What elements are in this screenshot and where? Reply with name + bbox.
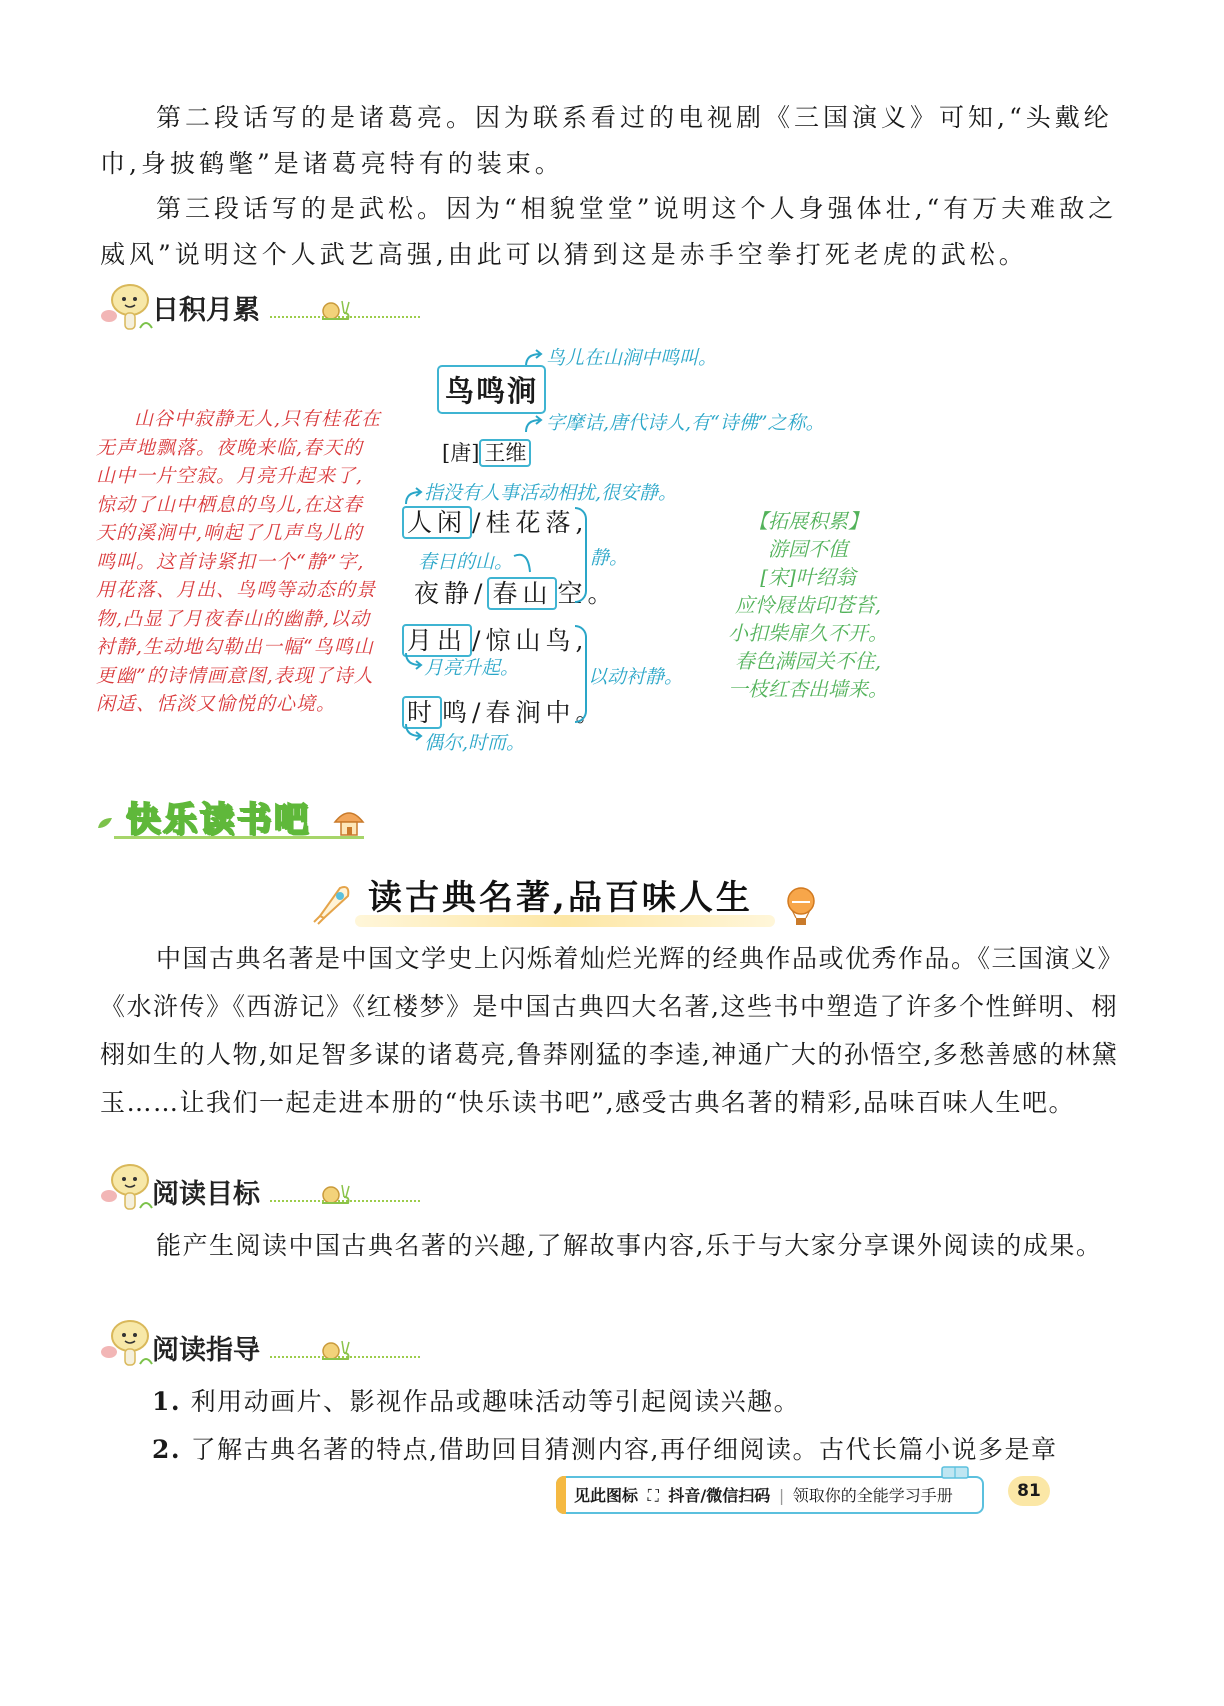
xian-note: 指没有人事活动相扰,很安静。 bbox=[424, 482, 678, 504]
word-yuechu: 月出 bbox=[402, 624, 472, 657]
poem-line-2: 夜静/ 春山 空。 bbox=[414, 579, 618, 608]
intro-paragraph-1: 第二段话写的是诸葛亮。因为联系看过的电视剧《三国演义》可知,“头戴纶巾,身披鹤氅”是诸葛亮特有的装束。 bbox=[100, 103, 1113, 178]
yuechu-note: 月亮升起。 bbox=[424, 657, 520, 679]
guide-item bbox=[152, 1426, 1132, 1474]
section-title: 阅读指导 bbox=[152, 1335, 260, 1366]
extend-line: 春色满园关不住, bbox=[734, 649, 882, 673]
brace-2 bbox=[575, 625, 587, 723]
footer-accent bbox=[556, 1476, 566, 1514]
rocket-icon bbox=[310, 878, 358, 926]
section-title: 阅读目标 bbox=[152, 1179, 260, 1210]
page-number: 81 bbox=[1008, 1476, 1050, 1506]
leaf-icon bbox=[96, 816, 116, 830]
footer-right: 领取你的全能学习手册 bbox=[792, 1486, 953, 1505]
snail-icon bbox=[318, 296, 352, 322]
word-renxian: 人闲 bbox=[402, 506, 472, 539]
shi-note: 偶尔,时而。 bbox=[424, 732, 526, 754]
happy-reading-banner bbox=[96, 792, 376, 842]
mushroom-icon bbox=[100, 1160, 156, 1216]
footer-text bbox=[574, 1483, 953, 1506]
extend-poem bbox=[722, 507, 894, 703]
hot-air-balloon-icon bbox=[784, 886, 818, 928]
extend-author: [宋]叶绍翁 bbox=[760, 565, 856, 589]
book-icon bbox=[940, 1464, 970, 1480]
section-title: 日积月累 bbox=[152, 295, 260, 326]
brace-note-quiet: 静。 bbox=[590, 547, 629, 569]
poem-line-1: 人闲 /桂花落, bbox=[402, 503, 588, 539]
banner-title: 快乐读书吧 bbox=[126, 800, 311, 840]
mushroom-house-icon bbox=[332, 804, 366, 838]
guide-item-text: 了解古典名著的特点,借助回目猜测内容,再仔细阅读。古代长篇小说多是章 bbox=[190, 1435, 1058, 1464]
footer-bar[interactable] bbox=[556, 1476, 984, 1514]
guide-item bbox=[152, 1378, 1132, 1426]
intro-paragraph-2: 第三段话写的是武松。因为“相貌堂堂”说明这个人身强体壮,“有万夫难敌之威风”说明这个人武艺高强,由此可以猜到这是赤手空拳打死老虎的武松。 bbox=[100, 194, 1118, 269]
brace-1 bbox=[575, 507, 587, 603]
poem-line-3: 月出 /惊山鸟, bbox=[402, 621, 588, 657]
extend-line: 一枝红杏出墙来。 bbox=[728, 677, 888, 701]
curved-arrow-icon bbox=[512, 546, 540, 576]
extend-line: 小扣柴扉久不开。 bbox=[728, 621, 888, 645]
curved-arrow-icon bbox=[522, 414, 544, 434]
author-note: 字摩诘,唐代诗人,有“诗佛”之称。 bbox=[546, 412, 825, 434]
curved-arrow-icon bbox=[402, 722, 424, 742]
snail-icon bbox=[318, 1336, 352, 1362]
poem-title: 鸟鸣涧 bbox=[437, 365, 546, 414]
footer-divider: | bbox=[778, 1486, 785, 1505]
guide-item-text: 利用动画片、影视作品或趣味活动等引起阅读兴趣。 bbox=[190, 1387, 801, 1416]
mushroom-icon bbox=[100, 280, 156, 336]
extend-title: 游园不值 bbox=[768, 537, 848, 561]
section-header-accumulate bbox=[100, 280, 380, 340]
guide-item-number: 2. bbox=[152, 1435, 182, 1464]
banner-underline bbox=[114, 836, 364, 839]
snail-icon bbox=[318, 1180, 352, 1206]
scan-icon: ⛶ bbox=[647, 1486, 659, 1505]
extend-line: 应怜屐齿印苍苔, bbox=[734, 593, 882, 617]
poem-byline bbox=[442, 437, 531, 467]
section-header-goal bbox=[100, 1160, 380, 1220]
extend-label: 【拓展积累】 bbox=[748, 509, 868, 533]
section-header-guide bbox=[100, 1316, 380, 1376]
footer-mid: 抖音/微信扫码 bbox=[668, 1486, 771, 1505]
mushroom-icon bbox=[100, 1316, 156, 1372]
happy-reading-title: 读古典名著,品百味人生 bbox=[368, 878, 753, 918]
poem-dynasty: [唐] bbox=[442, 441, 480, 465]
guide-item-number: 1. bbox=[152, 1387, 182, 1416]
title-note: 鸟儿在山涧中鸣叫。 bbox=[546, 347, 718, 369]
word-chunshan: 春山 bbox=[487, 577, 557, 610]
happy-reading-intro: 中国古典名著是中国文学史上闪烁着灿烂光辉的经典作品或优秀作品。《三国演义》《水浒传》《西游记》《红楼梦》是中国古典四大名著,这些书中塑造了许多个性鲜明、栩栩如生的人物,如足智多谋的诸葛亮,鲁莽刚猛的李逵,神通广大的孙悟空,多愁善感的林黛玉……让我们一起走进本册的“快乐读书吧”,感受古典名著的精彩,品味百味人生吧。 bbox=[100, 944, 1125, 1117]
chunshan-note: 春日的山。 bbox=[418, 551, 514, 573]
curved-arrow-icon bbox=[402, 651, 424, 671]
poem-line-4: 时 鸣/春涧中。 bbox=[402, 693, 605, 729]
poem-analysis-text: 山谷中寂静无人,只有桂花在无声地飘落。夜晚来临,春天的山中一片空寂。月亮升起来了,惊动了山中栖息的鸟儿,在这春天的溪涧中,响起了几声鸟儿的鸣叫。这首诗紧扣一个“静”字,用花落、月出、鸟鸣等动态的景物,凸显了月夜春山的幽静,以动衬静,生动地勾勒出一幅“鸟鸣山更幽”的诗情画意图,表现了诗人闲适、恬淡又愉悦的心境。 bbox=[96, 408, 382, 715]
word-shi: 时 bbox=[402, 696, 442, 729]
goal-text: 能产生阅读中国古典名著的兴趣,了解故事内容,乐于与大家分享课外阅读的成果。 bbox=[156, 1231, 1103, 1260]
poem-author: 王维 bbox=[479, 439, 531, 467]
brace-note-contrast: 以动衬静。 bbox=[588, 666, 684, 688]
footer-left: 见此图标 bbox=[574, 1486, 639, 1505]
